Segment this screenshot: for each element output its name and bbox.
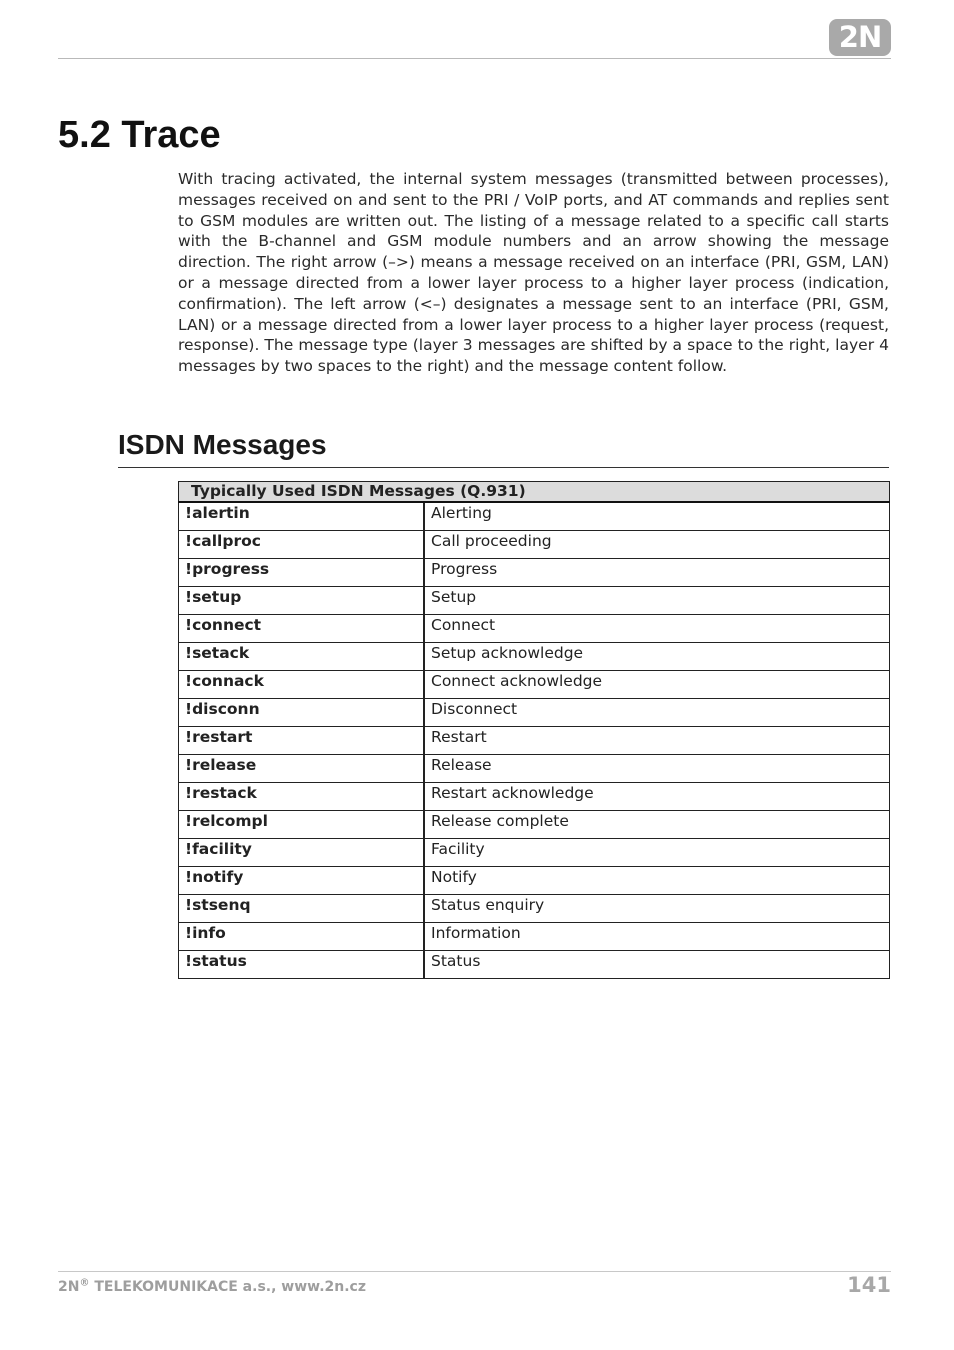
footer-company-text: TELEKOMUNIKACE a.s., www.2n.cz: [89, 1279, 366, 1295]
table-row: [179, 671, 890, 699]
message-code: !restack: [179, 783, 425, 811]
table-row: [179, 811, 890, 839]
intro-paragraph: With tracing activated, the internal system messages (transmitted between processes), messages received on and sent to the PRI / VoIP ports, and AT commands and replies sent to GSM modules are written out. The listing of a message related to a specific call starts with the B-channel and GSM module numbers and an arrow showing the message direction. The right arrow (–>) means a message received on an interface (PRI, GSM, LAN) or a message directed from a lower layer process to a higher layer process (indication, confirmation). The left arrow (<–) designates a message sent to an interface (PRI, GSM, LAN) or a message directed from a lower layer process to a higher layer process (request, response). The message type (layer 3 messages are shifted by a space to the right, layer 4 messages by two spaces to the right) and the message content follow.: [178, 170, 889, 376]
table-row: [179, 727, 890, 755]
message-code: !notify: [179, 867, 425, 895]
table-row: [179, 559, 890, 587]
message-code: !status: [179, 951, 425, 979]
message-code: !info: [179, 923, 425, 951]
table-row: [179, 699, 890, 727]
table-row: [179, 755, 890, 783]
message-code: !connect: [179, 615, 425, 643]
table-row: [179, 951, 890, 979]
message-description: Facility: [424, 839, 890, 867]
message-code: !relcompl: [179, 811, 425, 839]
table-row: [179, 502, 890, 531]
message-code: !setup: [179, 587, 425, 615]
section-heading: ISDN Messages: [118, 429, 327, 460]
table-row: [179, 783, 890, 811]
message-description: Setup: [424, 587, 890, 615]
table-row: [179, 587, 890, 615]
page-title: 5.2 Trace: [58, 114, 221, 156]
message-description: Call proceeding: [424, 531, 890, 559]
table-row: [179, 867, 890, 895]
header-divider: [58, 58, 891, 59]
section-divider: [118, 467, 889, 468]
message-description: Release: [424, 755, 890, 783]
table-row: [179, 839, 890, 867]
logo-text: 2N: [838, 20, 882, 54]
footer-company: [58, 1279, 366, 1295]
isdn-messages-table: [178, 481, 890, 979]
table-row: [179, 923, 890, 951]
message-code: !connack: [179, 671, 425, 699]
message-description: Status enquiry: [424, 895, 890, 923]
table-row: [179, 615, 890, 643]
table-row: [179, 895, 890, 923]
table-header-row: [179, 482, 890, 503]
message-description: Information: [424, 923, 890, 951]
message-description: Setup acknowledge: [424, 643, 890, 671]
message-code: !setack: [179, 643, 425, 671]
message-description: Alerting: [424, 502, 890, 531]
page-number: 141: [847, 1273, 891, 1297]
message-description: Progress: [424, 559, 890, 587]
table-row: [179, 531, 890, 559]
message-code: !stsenq: [179, 895, 425, 923]
table-header: Typically Used ISDN Messages (Q.931): [179, 482, 890, 503]
message-code: !release: [179, 755, 425, 783]
registered-mark: ®: [79, 1277, 90, 1289]
message-description: Status: [424, 951, 890, 979]
table-row: [179, 643, 890, 671]
message-code: !disconn: [179, 699, 425, 727]
table-body: [179, 502, 890, 979]
message-code: !progress: [179, 559, 425, 587]
message-code: !facility: [179, 839, 425, 867]
message-description: Notify: [424, 867, 890, 895]
message-description: Connect: [424, 615, 890, 643]
message-code: !alertin: [179, 502, 425, 531]
message-description: Release complete: [424, 811, 890, 839]
footer-brand: 2N: [58, 1279, 80, 1295]
message-description: Connect acknowledge: [424, 671, 890, 699]
message-code: !callproc: [179, 531, 425, 559]
message-description: Restart acknowledge: [424, 783, 890, 811]
message-description: Restart: [424, 727, 890, 755]
message-description: Disconnect: [424, 699, 890, 727]
footer-divider: [58, 1271, 891, 1272]
2n-logo: [829, 19, 891, 56]
message-code: !restart: [179, 727, 425, 755]
